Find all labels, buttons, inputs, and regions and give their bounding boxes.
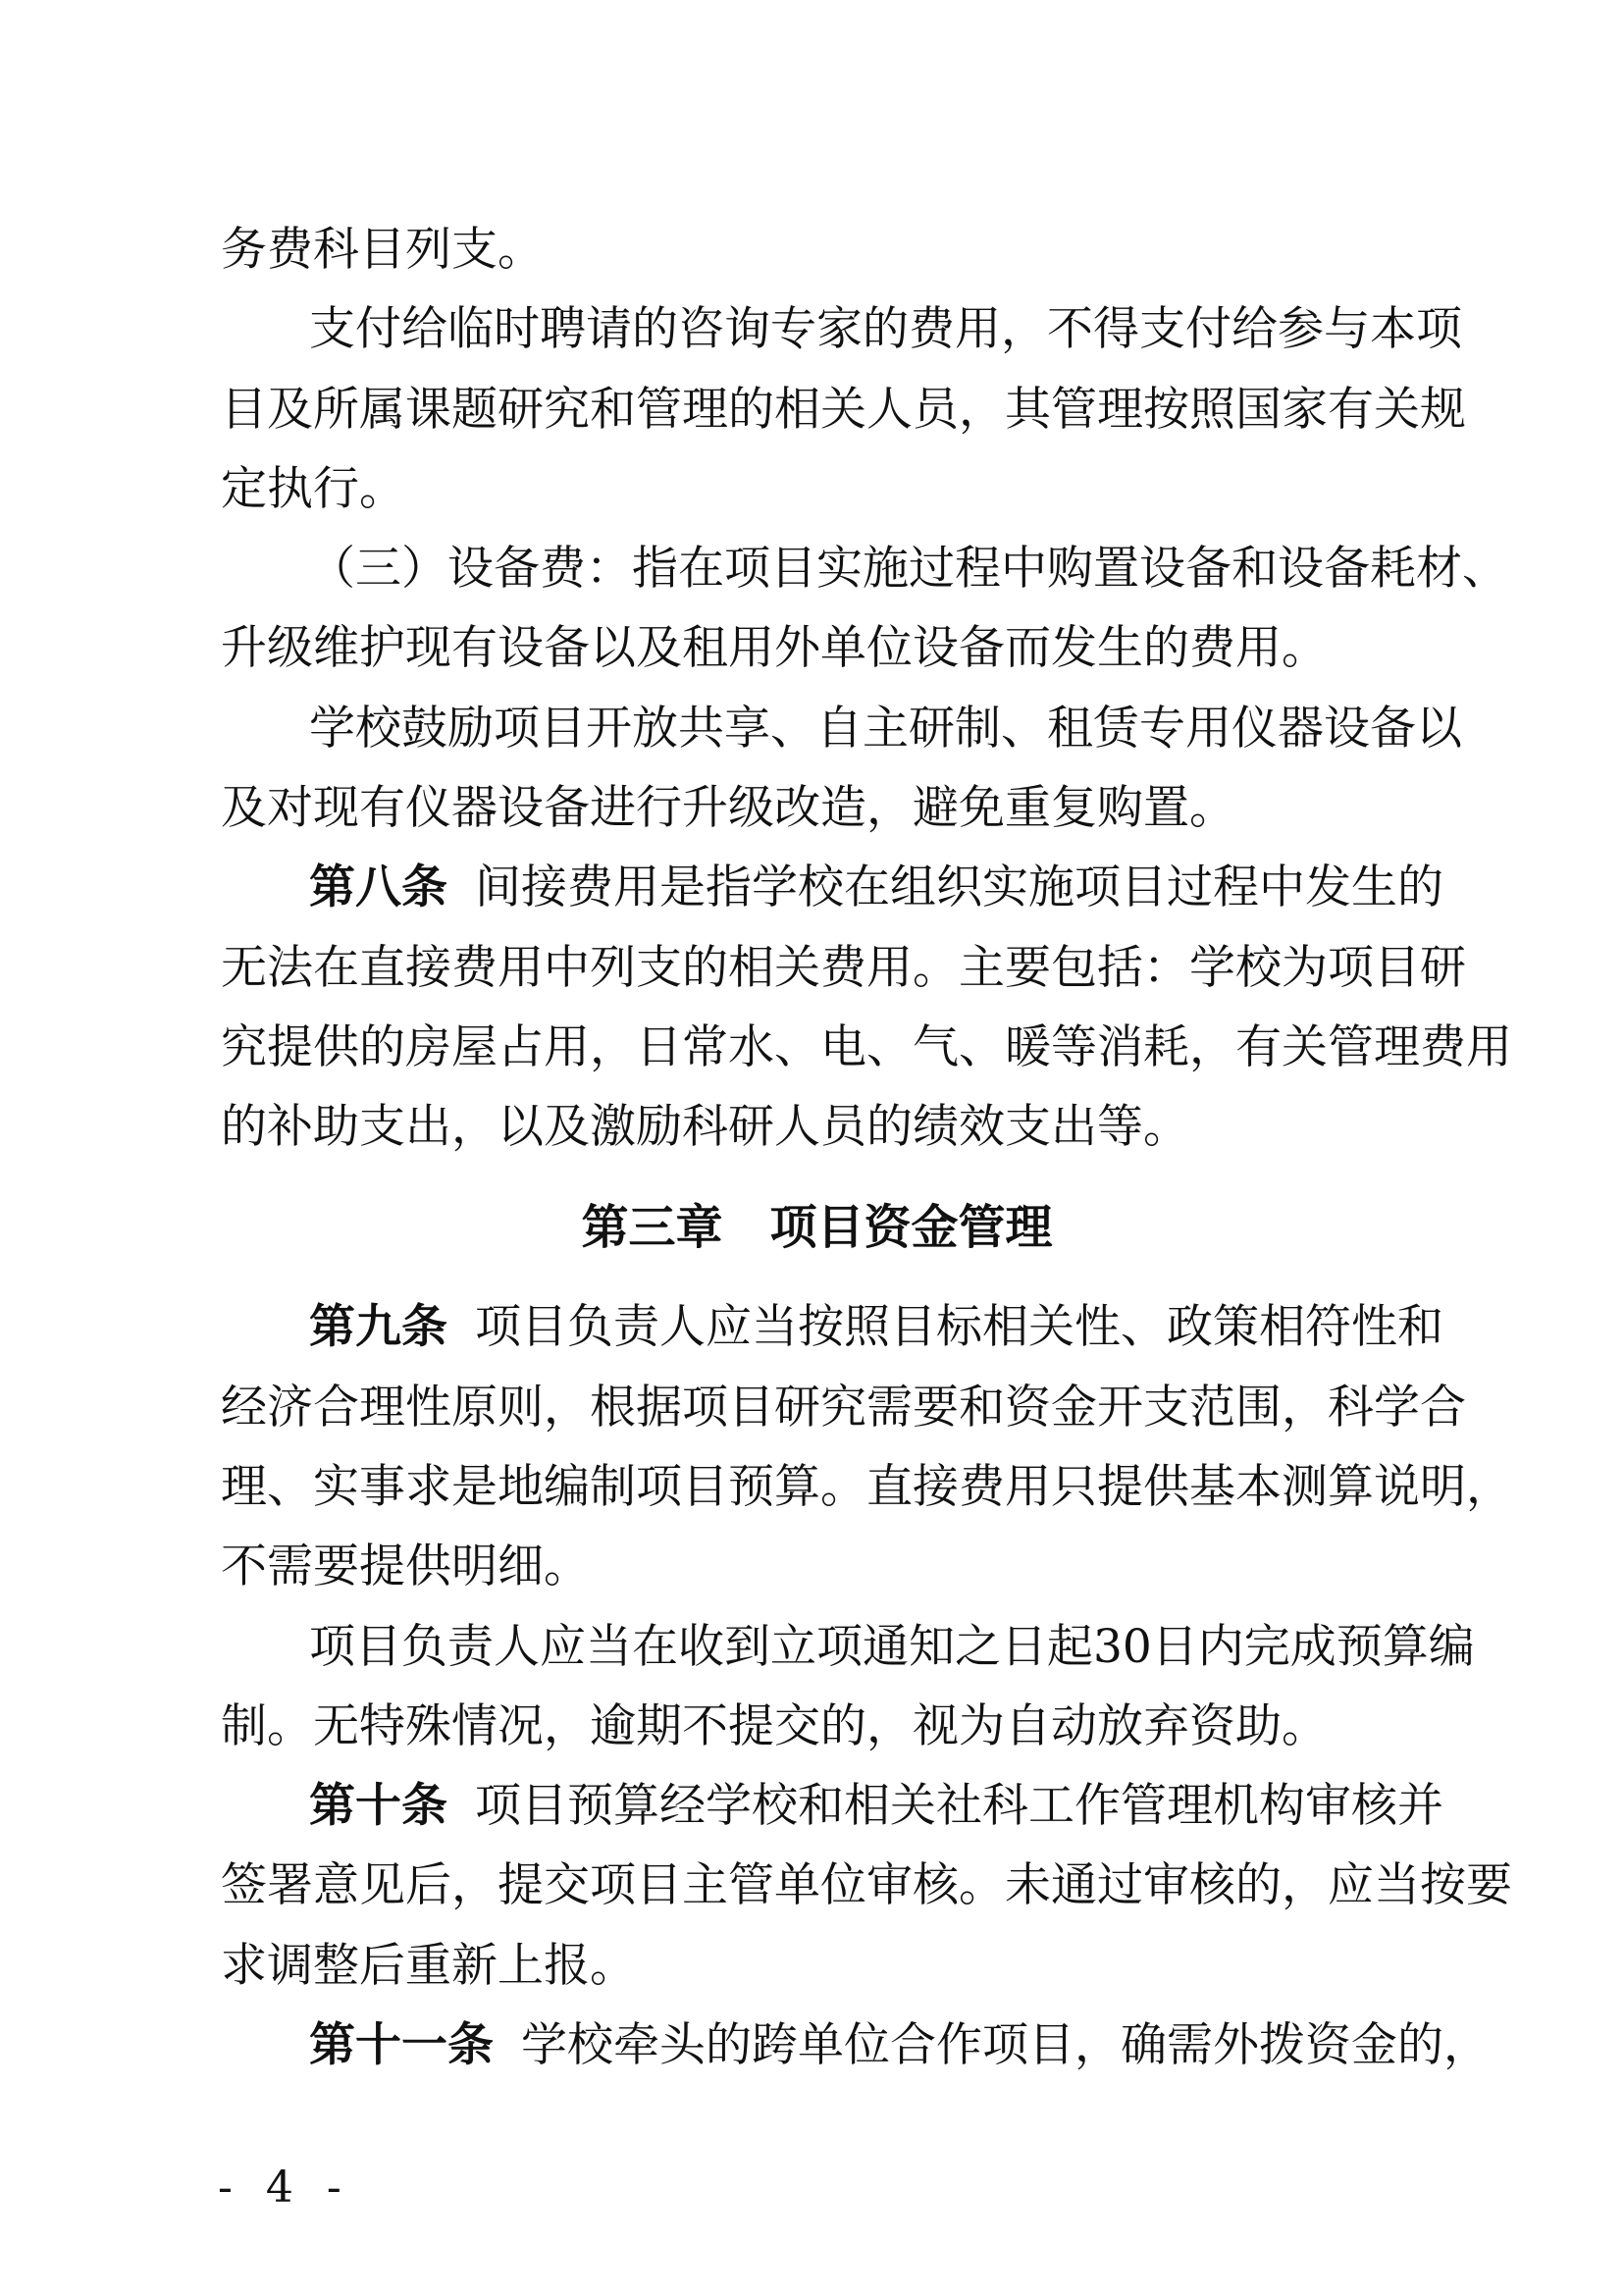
paragraph [221,289,1466,529]
text-line [221,529,1508,608]
line-text: 项目负责人应当在收到立项通知之日起30日内完成预算编 [309,1619,1475,1674]
line-text: 求调整后重新上报。 [221,1938,636,1993]
line-text: 签署意见后，提交项目主管单位审核。未通过审核的，应当按要 [221,1858,1512,1913]
text-line [221,1447,1512,1527]
line-text: 学校牵头的跨单位合作项目，确需外拨资金的， [521,2018,1490,2073]
text-line [221,1287,1443,1367]
text-line [221,1926,1413,2006]
line-text: （三）设备费：指在项目实施过程中购置设备和设备耗材、 [309,542,1508,597]
line-text: 不需要提供明细。 [221,1539,590,1594]
text-line [221,848,1443,927]
line-text: 及对现有仪器设备进行升级改造，避免重复购置。 [221,781,1235,836]
section-after-chapter [221,1287,1512,2085]
line-text: 项目预算经学校和相关社科工作管理机构审核并 [475,1779,1443,1834]
line-text: 支付给临时聘请的咨询专家的费用，不得支付给参与本项 [309,302,1462,357]
document-body [221,210,1512,2085]
text-line [221,1766,1443,1846]
article-number: 第十一条 [309,2018,494,2073]
page-number: - 4 - [218,2163,351,2213]
text-line [221,210,1413,289]
text-line [221,1368,1466,1447]
line-text: 升级维护现有设备以及租用外单位设备而发生的费用。 [221,621,1328,676]
text-line [221,1846,1512,1925]
line-text: 间接费用是指学校在组织实施项目过程中发生的 [475,861,1443,915]
text-line [221,608,1413,688]
line-text: 制。无特殊情况，逾期不提交的，视为自动放弃资助。 [221,1698,1328,1753]
line-text: 理、实事求是地编制项目预算。直接费用只提供基本测算说明， [221,1459,1512,1514]
line-text: 究提供的房屋占用，日常水、电、气、暖等消耗，有关管理费用 [221,1019,1512,1074]
text-line [221,2006,1490,2085]
paragraph [221,2006,1490,2085]
paragraph [221,529,1508,689]
text-line [221,1607,1475,1687]
text-line [221,1687,1413,1766]
line-text: 无法在直接费用中列支的相关费用。主要包括：学校为项目研 [221,940,1466,995]
text-line [221,1008,1512,1087]
line-text: 目及所属课题研究和管理的相关人员，其管理按照国家有关规 [221,382,1466,437]
text-line [221,449,1413,529]
line-text: 务费科目列支。 [221,223,544,277]
article-number: 第九条 [309,1300,447,1355]
article-number: 第十条 [309,1779,447,1834]
line-text: 的补助支出，以及激励科研人员的绩效支出等。 [221,1100,1189,1155]
text-line [221,928,1466,1008]
line-text: 学校鼓励项目开放共享、自主研制、租赁专用仪器设备以 [309,701,1462,756]
line-text: 定执行。 [221,461,405,516]
text-line [221,689,1462,768]
text-line [221,1527,1413,1606]
paragraph [221,848,1512,1167]
text-line [221,289,1462,369]
line-text: 经济合理性原则，根据项目研究需要和资金开支范围，科学合 [221,1380,1466,1435]
chapter-heading: 第三章 项目资金管理 [581,1199,1053,1255]
text-line [221,768,1413,848]
text-line [221,1087,1413,1167]
paragraph [221,1607,1475,1767]
line-text: 项目负责人应当按照目标相关性、政策相符性和 [475,1300,1443,1355]
article-number: 第八条 [309,861,447,915]
section-before-chapter [221,210,1512,1168]
paragraph [221,689,1462,849]
paragraph [221,210,1413,289]
paragraph [221,1287,1512,1606]
paragraph [221,1766,1512,2006]
text-line [221,370,1466,449]
